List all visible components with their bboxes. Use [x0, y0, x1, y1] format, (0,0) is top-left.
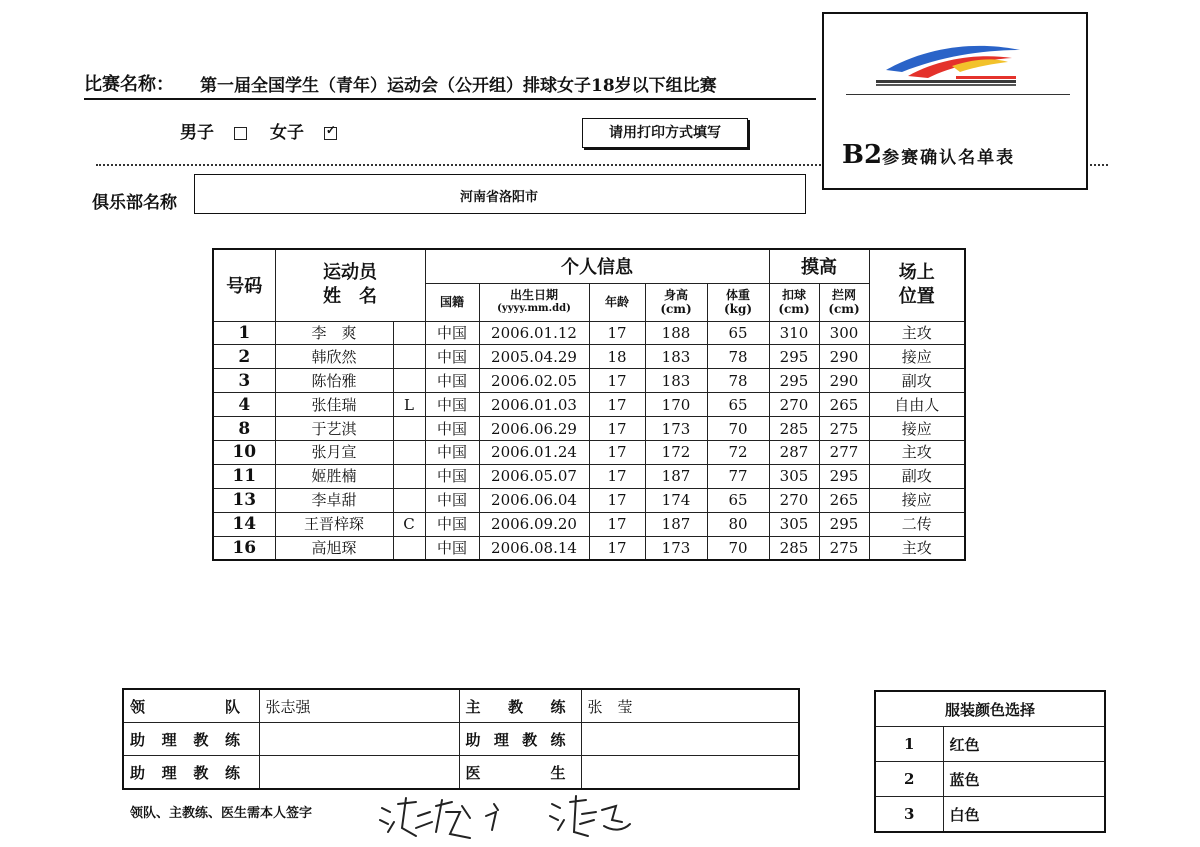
player-name: 李卓甜 [275, 488, 393, 512]
player-height: 187 [645, 464, 707, 488]
asst3-char-3: 教 [193, 763, 209, 782]
player-weight: 80 [707, 512, 769, 536]
dotted-divider-right [1086, 164, 1108, 166]
player-position: 接应 [869, 417, 965, 441]
player-height: 173 [645, 536, 707, 560]
player-number: 13 [213, 488, 275, 512]
player-birth: 2006.01.24 [479, 440, 589, 464]
female-label: 女子 [270, 123, 304, 143]
leader-label [123, 689, 259, 723]
signature-note: 领队、主教练、医生需本人签字 [130, 806, 313, 821]
player-height: 174 [645, 488, 707, 512]
player-weight: 65 [707, 488, 769, 512]
player-nationality: 中国 [425, 488, 479, 512]
assistant-coach-label-text-2 [466, 729, 566, 750]
player-spike: 310 [769, 321, 819, 345]
player-height: 172 [645, 440, 707, 464]
table-row [213, 369, 965, 393]
table-row [213, 393, 965, 417]
print-instruction: 请用打印方式填写 [582, 118, 748, 148]
player-age: 17 [589, 393, 645, 417]
player-block: 295 [819, 512, 869, 536]
player-age: 17 [589, 464, 645, 488]
player-birth: 2006.06.04 [479, 488, 589, 512]
player-spike: 270 [769, 488, 819, 512]
player-spike: 295 [769, 369, 819, 393]
header-reach: 摸高 [769, 249, 869, 283]
player-age: 17 [589, 321, 645, 345]
gender-female [270, 118, 337, 143]
color-option-row[interactable] [875, 727, 1105, 762]
player-number: 8 [213, 417, 275, 441]
asst2-char-4: 练 [550, 730, 566, 749]
leader-label-text [130, 696, 240, 717]
head-coach-label-char-2: 教 [507, 697, 523, 716]
player-nationality: 中国 [425, 321, 479, 345]
player-number: 16 [213, 536, 275, 560]
player-nationality: 中国 [425, 369, 479, 393]
player-weight: 78 [707, 369, 769, 393]
player-number: 3 [213, 369, 275, 393]
handwritten-signatures [376, 790, 636, 846]
head-coach-label-char-3: 练 [550, 697, 566, 716]
player-birth: 2006.02.05 [479, 369, 589, 393]
header-personal-info: 个人信息 [425, 249, 769, 283]
doctor-char-1: 医 [465, 763, 481, 782]
player-spike: 295 [769, 345, 819, 369]
player-position: 接应 [869, 345, 965, 369]
header-spike-unit: (cm) [778, 302, 810, 316]
asst-char-3: 教 [193, 730, 209, 749]
player-nationality: 中国 [425, 417, 479, 441]
player-name: 韩欣然 [275, 345, 393, 369]
player-name: 李 爽 [275, 321, 393, 345]
games-logo-icon [872, 36, 1022, 92]
color-option-name: 白色 [943, 797, 1105, 833]
player-flag [393, 464, 425, 488]
player-age: 17 [589, 488, 645, 512]
player-weight: 78 [707, 345, 769, 369]
asst-char-2: 理 [161, 730, 177, 749]
player-flag [393, 440, 425, 464]
player-name: 高旭琛 [275, 536, 393, 560]
header-birth-date [479, 283, 589, 321]
dotted-divider [96, 164, 824, 166]
header-weight-label: 体重 [725, 288, 750, 302]
player-age: 17 [589, 512, 645, 536]
asst3-char-2: 理 [161, 763, 177, 782]
header-block-label: 拦网 [831, 288, 856, 302]
player-birth: 2006.01.12 [479, 321, 589, 345]
player-spike: 305 [769, 512, 819, 536]
assistant-coach-label-2 [459, 723, 581, 756]
asst3-char-4: 练 [224, 763, 240, 782]
player-spike: 305 [769, 464, 819, 488]
player-height: 183 [645, 369, 707, 393]
male-label: 男子 [180, 123, 214, 143]
player-spike: 270 [769, 393, 819, 417]
table-row [213, 321, 965, 345]
header-height-unit: (cm) [660, 302, 692, 316]
player-weight: 70 [707, 536, 769, 560]
asst2-char-3: 教 [522, 730, 538, 749]
player-position: 接应 [869, 488, 965, 512]
player-name: 陈怡雅 [275, 369, 393, 393]
player-block: 265 [819, 393, 869, 417]
player-flag [393, 321, 425, 345]
player-name: 于艺淇 [275, 417, 393, 441]
player-block: 277 [819, 440, 869, 464]
player-weight: 65 [707, 321, 769, 345]
uniform-color-table [874, 690, 1106, 833]
player-flag: L [393, 393, 425, 417]
player-spike: 285 [769, 536, 819, 560]
head-coach-label [459, 689, 581, 723]
color-option-index: 2 [875, 762, 943, 797]
female-checkbox[interactable] [324, 127, 337, 140]
player-flag [393, 345, 425, 369]
table-row [213, 440, 965, 464]
header-number: 号码 [213, 249, 275, 321]
player-weight: 65 [707, 393, 769, 417]
player-position: 二传 [869, 512, 965, 536]
asst2-char-1: 助 [465, 730, 481, 749]
player-height: 188 [645, 321, 707, 345]
player-block: 265 [819, 488, 869, 512]
header-height [645, 283, 707, 321]
header-nationality: 国籍 [425, 283, 479, 321]
uniform-color-title: 服装颜色选择 [875, 691, 1105, 727]
form-title [842, 140, 1015, 170]
table-row [213, 536, 965, 560]
player-age: 18 [589, 345, 645, 369]
staff-table [122, 688, 800, 790]
player-position: 自由人 [869, 393, 965, 417]
header-athlete-line2: 姓 名 [323, 286, 377, 308]
competition-label: 比赛名称： [84, 74, 174, 95]
assistant-coach-label-3 [123, 756, 259, 790]
player-block: 275 [819, 417, 869, 441]
doctor-label [459, 756, 581, 790]
player-age: 17 [589, 440, 645, 464]
player-weight: 77 [707, 464, 769, 488]
assistant-coach-field-2[interactable] [581, 723, 799, 756]
player-age: 17 [589, 536, 645, 560]
player-position: 副攻 [869, 464, 965, 488]
player-weight: 70 [707, 417, 769, 441]
player-height: 183 [645, 345, 707, 369]
player-age: 17 [589, 369, 645, 393]
head-coach-name-field[interactable]: 张 莹 [581, 689, 799, 723]
player-nationality: 中国 [425, 536, 479, 560]
player-age: 17 [589, 417, 645, 441]
player-height: 170 [645, 393, 707, 417]
header-height-label: 身高 [663, 288, 688, 302]
asst-char-4: 练 [224, 730, 240, 749]
asst3-char-1: 助 [130, 763, 146, 782]
header-athlete [275, 249, 425, 321]
staff-row [123, 689, 799, 723]
color-option-row[interactable] [875, 797, 1105, 833]
header-block-unit: (cm) [828, 302, 860, 316]
player-flag: C [393, 512, 425, 536]
player-number: 4 [213, 393, 275, 417]
player-position: 主攻 [869, 536, 965, 560]
competition-name: 第一届全国学生（青年）运动会（公开组）排球女子18岁以下组比赛 [200, 76, 717, 96]
club-value: 河南省洛阳市 [459, 190, 538, 205]
player-flag [393, 488, 425, 512]
player-birth: 2005.04.29 [479, 345, 589, 369]
header-weight-unit: (kg) [723, 302, 753, 316]
header-position [869, 249, 965, 321]
asst-char-1: 助 [130, 730, 146, 749]
header-position-line2: 位置 [898, 286, 935, 308]
player-flag [393, 536, 425, 560]
player-position: 主攻 [869, 440, 965, 464]
logo-divider [846, 94, 1070, 95]
color-option-row[interactable] [875, 762, 1105, 797]
leader-label-char-2: 队 [224, 697, 240, 716]
header-spike [769, 283, 819, 321]
assistant-coach-label-text-3 [130, 762, 240, 783]
player-number: 1 [213, 321, 275, 345]
header-birth-format: (yyyy.mm.dd) [497, 303, 571, 314]
player-spike: 285 [769, 417, 819, 441]
head-coach-label-char-1: 主 [465, 697, 481, 716]
player-flag [393, 417, 425, 441]
header-weight [707, 283, 769, 321]
table-row [213, 417, 965, 441]
color-option-name: 蓝色 [943, 762, 1105, 797]
player-nationality: 中国 [425, 393, 479, 417]
player-block: 290 [819, 369, 869, 393]
player-block: 290 [819, 345, 869, 369]
player-block: 300 [819, 321, 869, 345]
assistant-coach-field-3[interactable] [259, 756, 459, 790]
player-position: 主攻 [869, 321, 965, 345]
player-spike: 287 [769, 440, 819, 464]
player-block: 295 [819, 464, 869, 488]
player-birth: 2006.08.14 [479, 536, 589, 560]
color-option-index: 1 [875, 727, 943, 762]
asst2-char-2: 理 [493, 730, 509, 749]
player-birth: 2006.05.07 [479, 464, 589, 488]
roster-table [212, 248, 966, 561]
player-nationality: 中国 [425, 512, 479, 536]
gender-male [180, 118, 247, 143]
table-row [213, 512, 965, 536]
header-position-line1: 场上 [898, 262, 935, 284]
player-weight: 72 [707, 440, 769, 464]
player-name: 张佳瑞 [275, 393, 393, 417]
form-title-text: 参赛确认名单表 [882, 148, 1016, 168]
player-height: 173 [645, 417, 707, 441]
header-athlete-line1: 运动员 [323, 262, 377, 284]
header-birth-label: 出生日期 [509, 288, 558, 302]
player-flag [393, 369, 425, 393]
player-birth: 2006.09.20 [479, 512, 589, 536]
assistant-coach-label [123, 723, 259, 756]
player-birth: 2006.06.29 [479, 417, 589, 441]
doctor-field[interactable] [581, 756, 799, 790]
header-age: 年龄 [589, 283, 645, 321]
player-nationality: 中国 [425, 345, 479, 369]
player-name: 姬胜楠 [275, 464, 393, 488]
player-nationality: 中国 [425, 440, 479, 464]
staff-row [123, 723, 799, 756]
club-label: 俱乐部名称 [92, 193, 177, 213]
player-birth: 2006.01.03 [479, 393, 589, 417]
player-name: 张月宣 [275, 440, 393, 464]
table-row [213, 464, 965, 488]
leader-label-char-1: 领 [130, 697, 146, 716]
player-block: 275 [819, 536, 869, 560]
player-position: 副攻 [869, 369, 965, 393]
player-height: 187 [645, 512, 707, 536]
leader-name-field[interactable]: 张志强 [259, 689, 459, 723]
doctor-char-2: 生 [550, 763, 566, 782]
color-option-name: 红色 [943, 727, 1105, 762]
assistant-coach-field[interactable] [259, 723, 459, 756]
player-number: 10 [213, 440, 275, 464]
header-spike-label: 扣球 [781, 288, 806, 302]
assistant-coach-label-text [130, 729, 240, 750]
head-coach-label-text [466, 696, 566, 717]
table-row [213, 488, 965, 512]
player-number: 11 [213, 464, 275, 488]
player-name: 王晋梓琛 [275, 512, 393, 536]
doctor-label-text [466, 762, 566, 783]
color-option-index: 3 [875, 797, 943, 833]
male-checkbox[interactable] [234, 127, 247, 140]
form-code: B2 [842, 140, 883, 170]
player-nationality: 中国 [425, 464, 479, 488]
player-number: 14 [213, 512, 275, 536]
header-block [819, 283, 869, 321]
staff-row [123, 756, 799, 790]
table-row [213, 345, 965, 369]
player-number: 2 [213, 345, 275, 369]
